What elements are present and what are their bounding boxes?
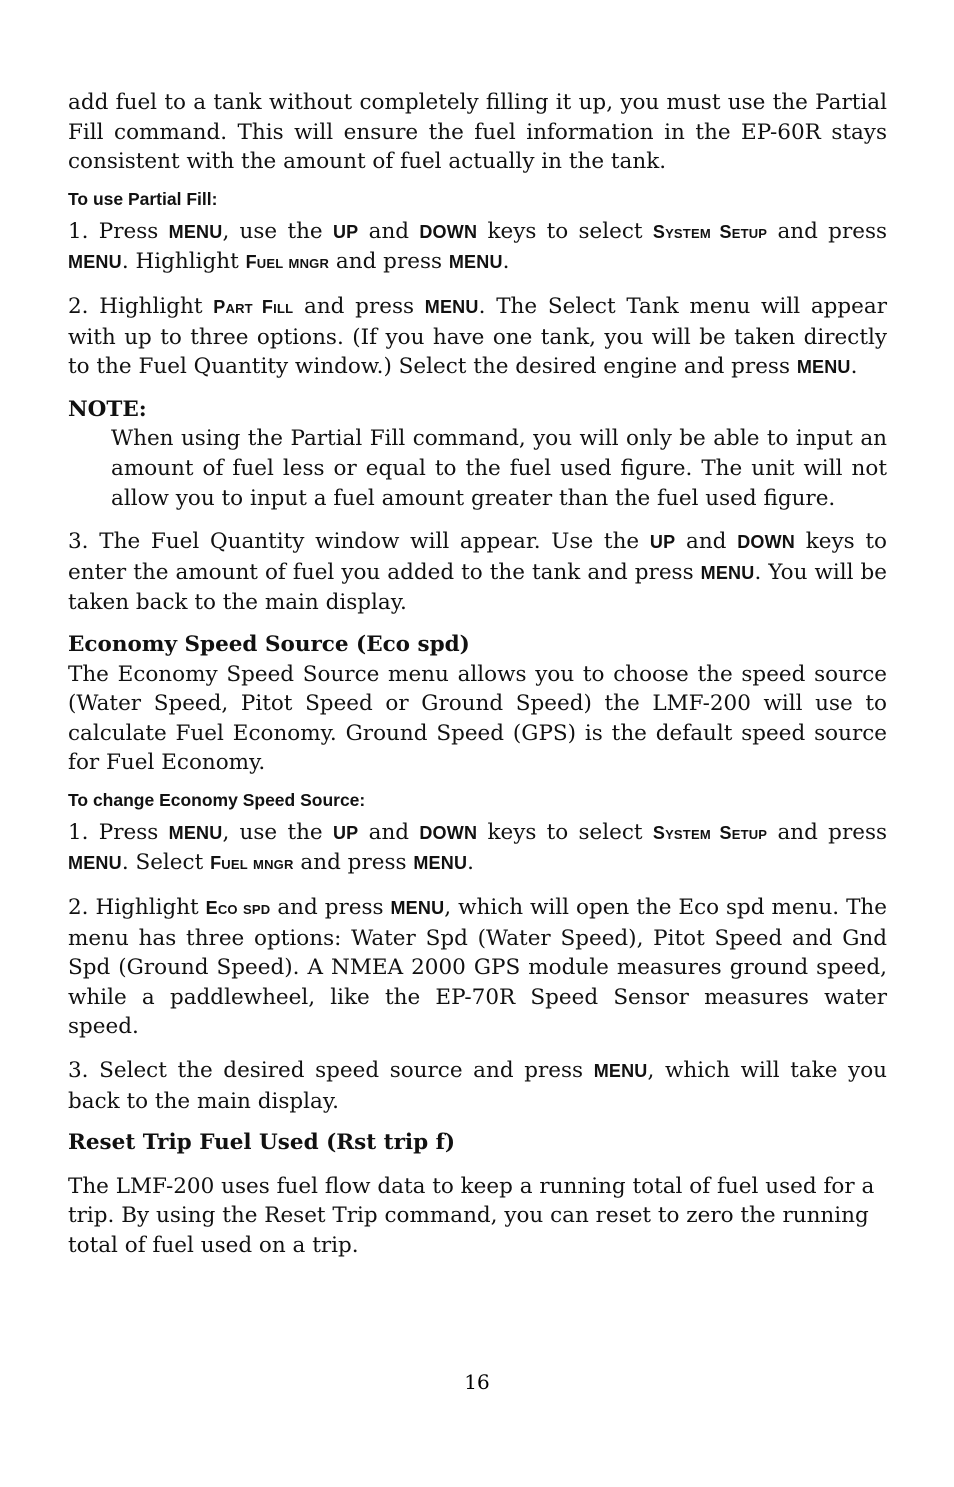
key-menu: MENU [68,853,122,874]
partial-fill-subheading: To use Partial Fill: [68,188,218,209]
intro-paragraph: add fuel to a tank without completely filling it up, you must use the Partial Fill command. This will ensure the fuel information in the EP-60R stays consistent with the amount of fuel actually in the tank. [68,90,887,175]
key-menu: MENU [796,357,851,378]
economy-intro: The Economy Speed Source menu allows you to choose the speed source (Water Speed, Pitot Speed or Ground Speed) the LMF-200 will use to calculate Fuel Economy. Ground Speed (GPS) is the default speed source for Fuel Economy. [68,661,887,776]
economy-step-3: 3. Select the desired speed source and press MENU, which will take you back to the main display. [68,1058,887,1114]
key-menu: MENU [413,853,468,874]
key-up: UP [332,822,359,843]
key-menu: MENU [68,252,122,273]
partial-fill-step-1: 1. Press MENU, use the UP and DOWN keys to select System Setup and press MENU. Highlight Fuel mngr and press MENU. [68,218,888,275]
key-menu: MENU [424,296,479,317]
key-down: DOWN [419,221,478,242]
menu-system-setup: System Setup [652,221,768,242]
menu-fuel-mngr: Fuel mngr [210,853,294,874]
reset-heading: Reset Trip Fuel Used (Rst trip f) [68,1130,456,1156]
menu-eco-spd: Eco spd [205,898,271,919]
economy-subheading: To change Economy Speed Source: [68,789,366,810]
economy-step-2: 2. Highlight Eco spd and press MENU, which will open the Eco spd menu. The menu has three options: Water Spd (Water Speed), Pitot Speed and Gnd Spd (Ground Speed). A NMEA 2000 GPS module measures ground speed, while a paddlewheel, like the EP-70R Speed Sensor measures water speed. [68,895,887,1040]
partial-fill-step-3: 3. The Fuel Quantity window will appear. Use the UP and DOWN keys to enter the amount of fuel you added to the tank and press MENU. You will be taken back to the main display. [68,529,887,616]
key-up: UP [332,221,359,242]
key-down: DOWN [737,532,795,553]
key-menu: MENU [593,1061,648,1082]
note-body: When using the Partial Fill command, you will only be able to input an amount of fuel less or equal to the fuel used figure. The unit will not allow you to input a fuel amount greater than the fuel used figure. [111,426,887,511]
manual-page [68,88,887,1261]
page-number: 16 [464,1370,490,1394]
menu-system-setup: System Setup [652,822,768,843]
key-menu: MENU [448,252,503,273]
partial-fill-step-2: 2. Highlight Part Fill and press MENU. The Select Tank menu will appear with up to three options. (If you have one tank, you will be taken directly to the Fuel Quantity window.) Select the desired engine and press MENU. [68,293,888,380]
menu-part-fill: Part Fill [213,296,294,317]
menu-fuel-mngr: Fuel mngr [245,252,330,273]
reset-body: The LMF-200 uses fuel flow data to keep a running total of fuel used for a trip. By using the Reset Trip command, you can reset to zero the running total of fuel used on a trip. [68,1173,875,1258]
note-title: NOTE: [68,396,147,422]
key-menu: MENU [390,898,445,919]
economy-step-1: 1. Press MENU, use the UP and DOWN keys to select System Setup and press MENU. Select Fuel mngr and press MENU. [68,819,888,876]
key-up: UP [649,532,676,553]
key-down: DOWN [419,822,478,843]
economy-heading: Economy Speed Source (Eco spd) [68,631,470,657]
key-menu: MENU [168,822,223,843]
key-menu: MENU [168,221,223,242]
key-menu: MENU [700,562,755,583]
